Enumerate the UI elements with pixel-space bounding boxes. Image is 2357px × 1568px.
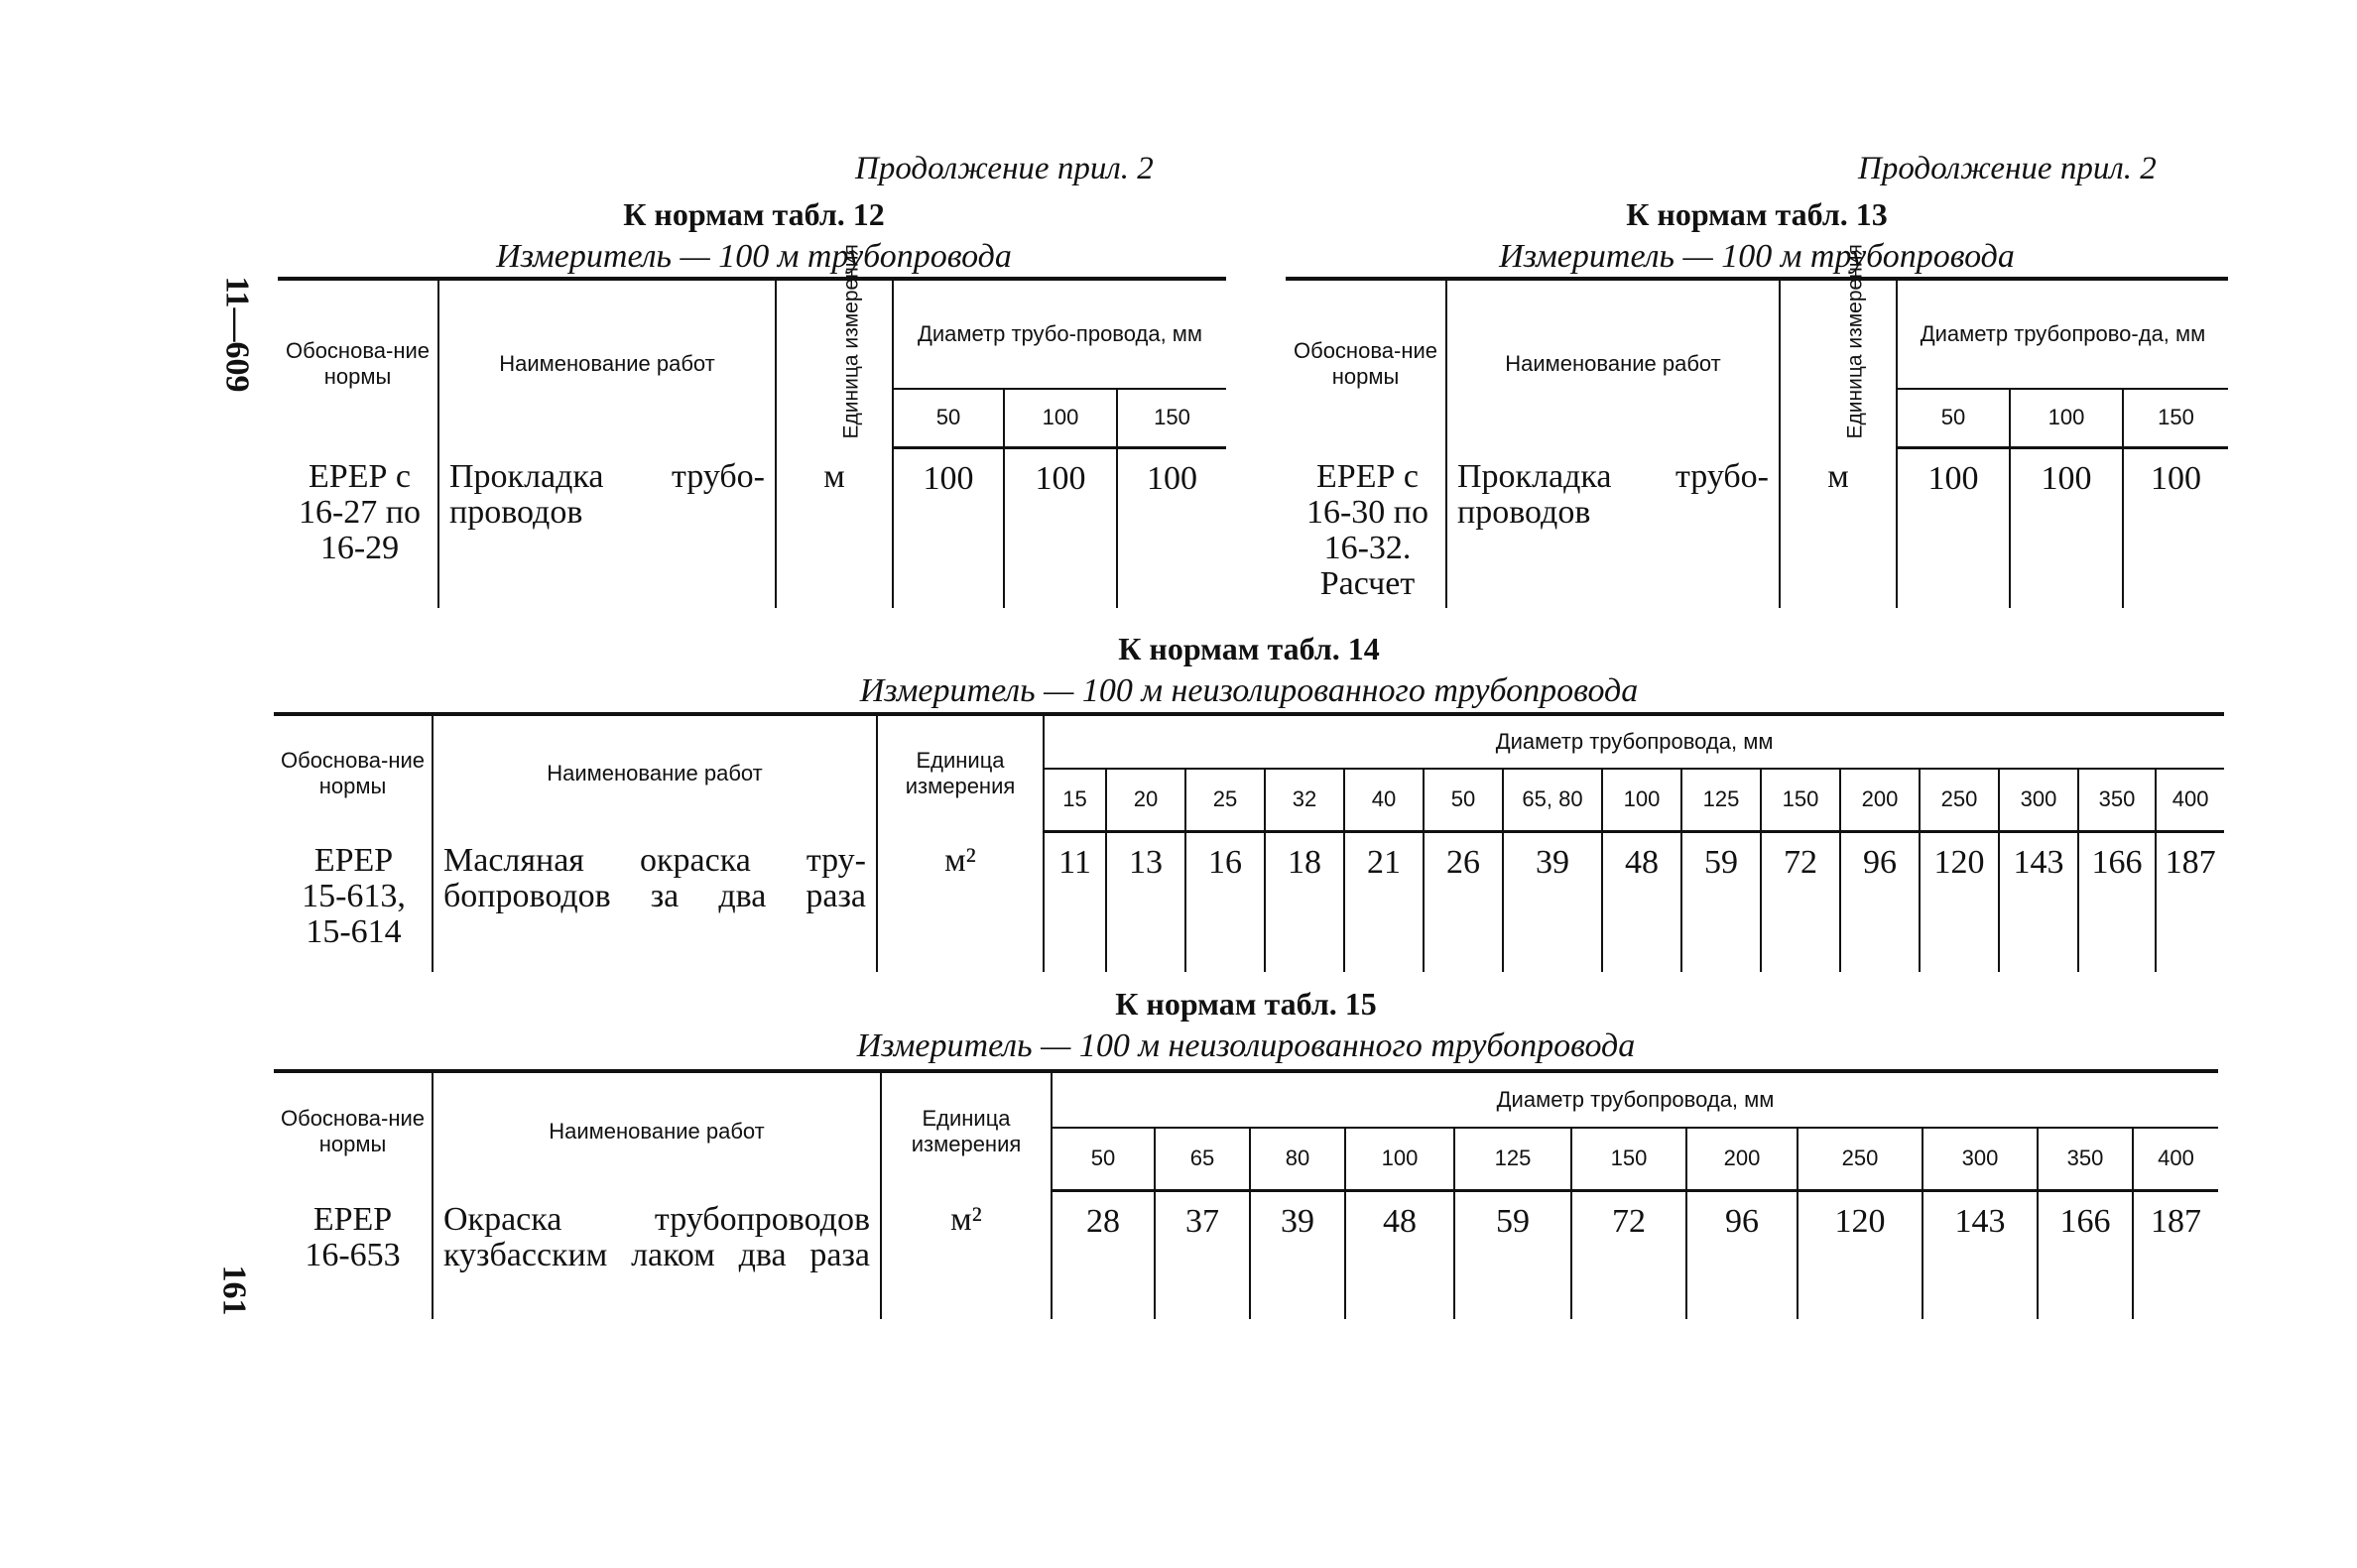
diameter-col: 50	[893, 389, 1004, 447]
header-work: Наименование работ	[438, 279, 776, 447]
row-value: 21	[1344, 831, 1424, 972]
row-value: 72	[1761, 831, 1840, 972]
header-work: Наименование работ	[433, 1071, 881, 1190]
table-title: К нормам табл. 13	[1626, 196, 1888, 232]
header-unit-text: Единица измерения	[1843, 244, 1867, 439]
row-value: 143	[1923, 1190, 2038, 1319]
row-value: 37	[1155, 1190, 1250, 1319]
row-value: 59	[1454, 1190, 1571, 1319]
row-value: 100	[1897, 447, 2010, 608]
table-measure: Измеритель — 100 м трубопровода	[1499, 238, 2015, 275]
diameter-col: 25	[1185, 769, 1265, 831]
diameter-col: 100	[2010, 389, 2123, 447]
row-value: 11	[1044, 831, 1106, 972]
row-value: 100	[2010, 447, 2123, 608]
diameter-col: 32	[1265, 769, 1344, 831]
header-justification: Обоснова-ние нормы	[274, 714, 433, 831]
header-unit-text: Единица измерения	[839, 244, 863, 439]
row-value: 48	[1345, 1190, 1454, 1319]
header-diameter: Диаметр трубопрово-да, мм	[1897, 279, 2228, 389]
row-justification: ЕРЕР с 16-30 по 16-32. Расчет	[1305, 458, 1429, 602]
diameter-col: 200	[1686, 1128, 1798, 1190]
row-value: 187	[2156, 831, 2224, 972]
row-value: 100	[1004, 447, 1117, 608]
table-title: К нормам табл. 12	[623, 196, 885, 232]
continuation-label: Продолжение прил. 2	[855, 151, 1154, 186]
diameter-col: 300	[1923, 1128, 2038, 1190]
row-value: 100	[893, 447, 1004, 608]
row-value: 13	[1106, 831, 1185, 972]
diameter-col: 100	[1004, 389, 1117, 447]
row-unit: м²	[881, 1190, 1052, 1319]
row-value: 16	[1185, 831, 1265, 972]
diameter-col: 400	[2156, 769, 2224, 831]
row-value: 26	[1424, 831, 1503, 972]
diameter-col: 200	[1840, 769, 1920, 831]
diameter-col: 50	[1424, 769, 1503, 831]
page-side-code: 11—609	[218, 276, 256, 393]
row-value: 100	[2123, 447, 2228, 608]
row-unit: м	[1780, 447, 1897, 608]
diameter-col: 100	[1602, 769, 1681, 831]
diameter-col: 300	[1999, 769, 2078, 831]
row-value: 166	[2078, 831, 2156, 972]
norms-table-14	[274, 712, 2224, 972]
row-unit: м²	[877, 831, 1044, 972]
row-value: 96	[1840, 831, 1920, 972]
diameter-col: 100	[1345, 1128, 1454, 1190]
header-diameter: Диаметр трубопровода, мм	[1044, 714, 2224, 769]
diameter-col: 350	[2038, 1128, 2133, 1190]
header-diameter: Диаметр трубо-провода, мм	[893, 279, 1226, 389]
row-value: 18	[1265, 831, 1344, 972]
row-value: 166	[2038, 1190, 2133, 1319]
row-value: 120	[1920, 831, 1999, 972]
header-unit	[776, 244, 893, 447]
diameter-col: 80	[1250, 1128, 1345, 1190]
row-value: 39	[1250, 1190, 1345, 1319]
header-unit: Единица измерения	[881, 1071, 1052, 1190]
row-unit: м	[776, 447, 893, 608]
diameter-col: 400	[2133, 1128, 2218, 1190]
table-measure: Измеритель — 100 м неизолированного трубопровода	[856, 1027, 1636, 1064]
diameter-col: 125	[1454, 1128, 1571, 1190]
diameter-col: 50	[1897, 389, 2010, 447]
diameter-col: 250	[1798, 1128, 1923, 1190]
row-value: 187	[2133, 1190, 2218, 1319]
diameter-col: 125	[1681, 769, 1761, 831]
row-work: Окраска трубопроводов кузбасским лаком два раза	[433, 1190, 881, 1319]
row-value: 39	[1503, 831, 1602, 972]
table-measure: Измеритель — 100 м неизолированного трубопровода	[859, 672, 1639, 709]
diameter-col: 20	[1106, 769, 1185, 831]
row-value: 96	[1686, 1190, 1798, 1319]
table-measure: Измеритель — 100 м трубопровода	[496, 238, 1012, 275]
diameter-col: 350	[2078, 769, 2156, 831]
row-justification: ЕРЕР 15-613, 15-614	[302, 842, 406, 950]
row-work: Масляная окраска тру-бопроводов за два раза	[433, 831, 877, 972]
header-work: Наименование работ	[1446, 279, 1780, 447]
header-justification: Обоснова-ние нормы	[1286, 279, 1446, 447]
diameter-col: 150	[1117, 389, 1226, 447]
row-value: 120	[1798, 1190, 1923, 1319]
header-unit: Единица измерения	[877, 714, 1044, 831]
row-value: 72	[1571, 1190, 1686, 1319]
diameter-col: 50	[1052, 1128, 1155, 1190]
header-diameter: Диаметр трубопровода, мм	[1052, 1071, 2218, 1128]
diameter-col: 250	[1920, 769, 1999, 831]
diameter-col: 65, 80	[1503, 769, 1602, 831]
diameter-col: 150	[1761, 769, 1840, 831]
header-justification: Обоснова-ние нормы	[274, 1071, 433, 1190]
table-title: К нормам табл. 15	[1115, 986, 1377, 1022]
row-justification: ЕРЕР с 16-27 по 16-29	[298, 458, 422, 566]
header-justification: Обоснова-ние нормы	[278, 279, 438, 447]
header-unit	[1780, 244, 1897, 447]
diameter-col: 150	[2123, 389, 2228, 447]
diameter-col: 65	[1155, 1128, 1250, 1190]
header-work: Наименование работ	[433, 714, 877, 831]
row-value: 143	[1999, 831, 2078, 972]
row-justification: ЕРЕР 16-653	[305, 1201, 401, 1273]
page-number: 161	[215, 1265, 253, 1316]
row-value: 48	[1602, 831, 1681, 972]
norms-table-15	[274, 1069, 2218, 1319]
row-value: 59	[1681, 831, 1761, 972]
row-work: Прокладка трубо-проводов	[438, 447, 776, 608]
table-title: К нормам табл. 14	[1118, 631, 1380, 666]
diameter-col: 15	[1044, 769, 1106, 831]
continuation-label: Продолжение прил. 2	[1858, 151, 2157, 186]
row-value: 100	[1117, 447, 1226, 608]
row-work: Прокладка трубо-проводов	[1446, 447, 1780, 608]
row-value: 28	[1052, 1190, 1155, 1319]
diameter-col: 40	[1344, 769, 1424, 831]
diameter-col: 150	[1571, 1128, 1686, 1190]
